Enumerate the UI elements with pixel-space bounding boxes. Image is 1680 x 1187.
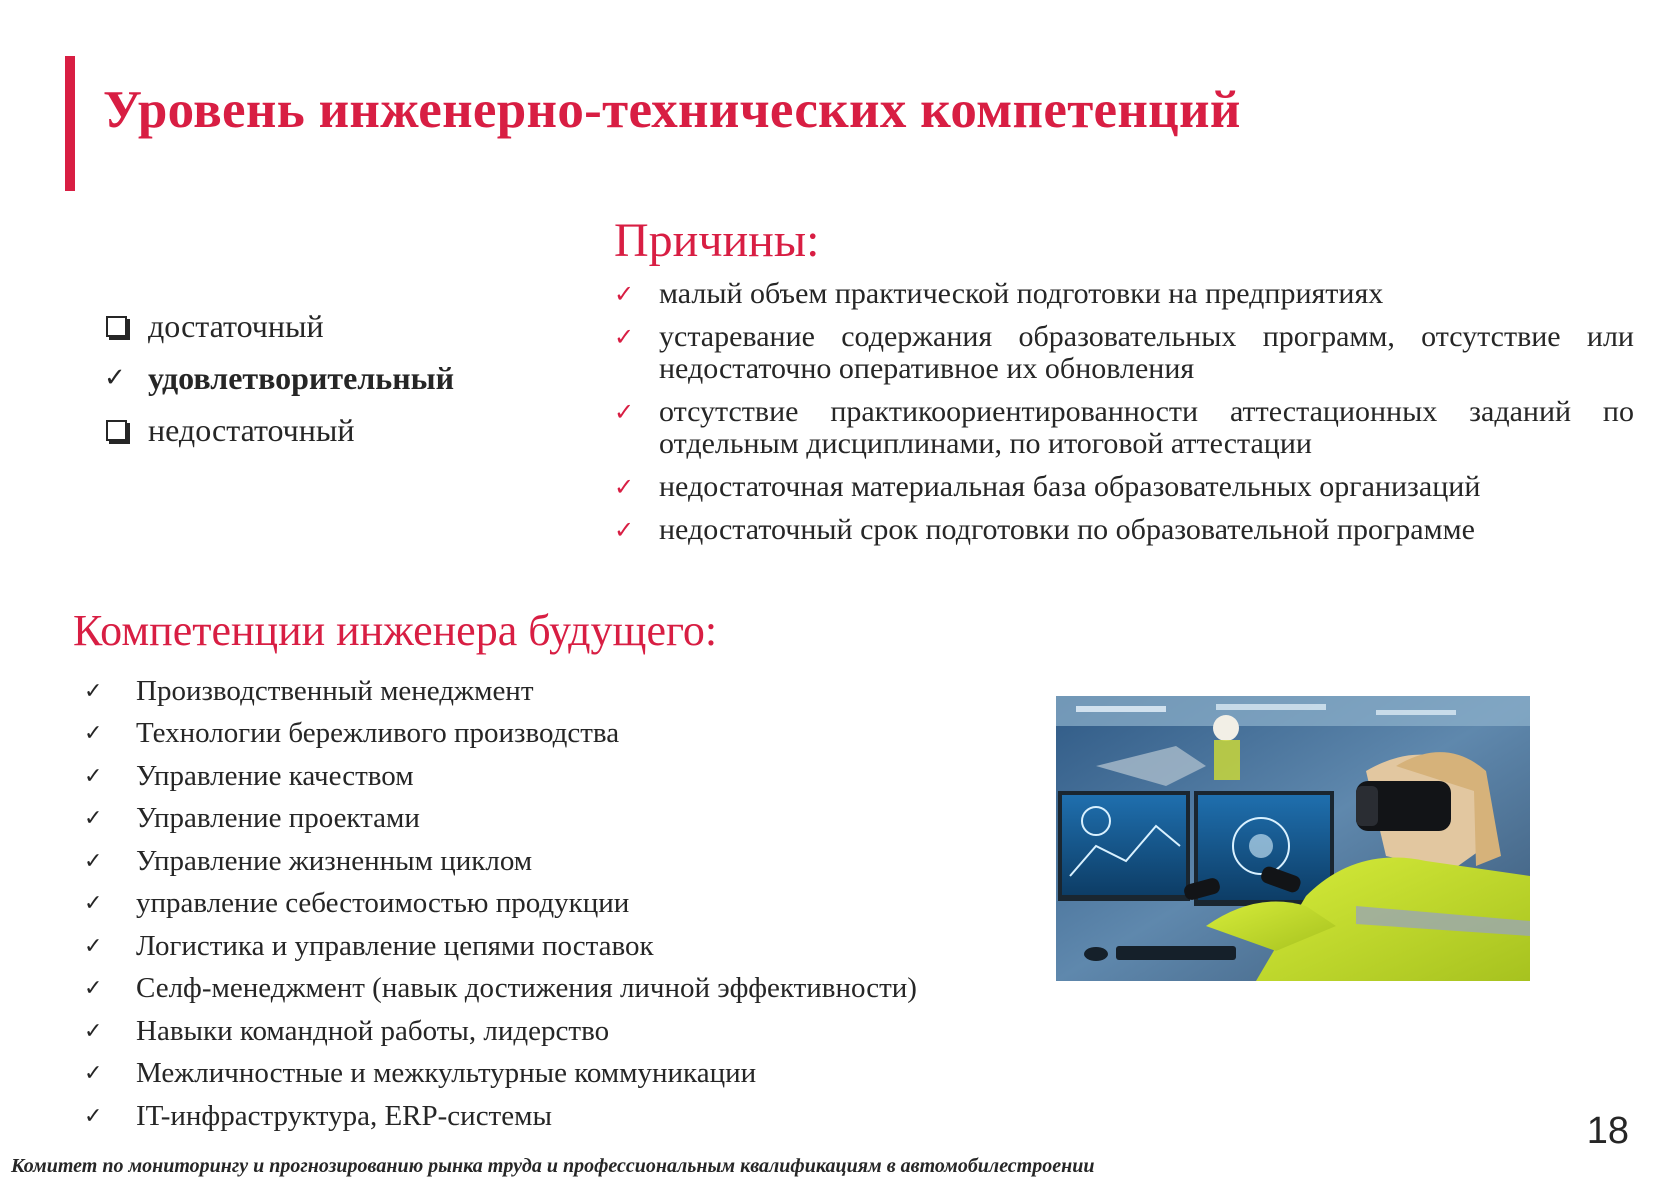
competency-text: Технологии бережливого производства bbox=[136, 717, 620, 750]
reason-item bbox=[614, 514, 1634, 546]
footer-committee: Комитет по мониторингу и прогнозированию рынка труда и профессиональным квалификациям в автомобилестроении bbox=[11, 1155, 1095, 1177]
reason-item bbox=[614, 278, 1634, 310]
competency-item bbox=[84, 670, 917, 713]
competency-text: управление себестоимостью продукции bbox=[136, 887, 630, 920]
competency-text: Управление жизненным циклом bbox=[136, 844, 533, 877]
reasons-list bbox=[614, 278, 1634, 557]
reason-text: устаревание содержания образовательных программ, отсутствие или недостаточно оперативное их обновления bbox=[659, 320, 1634, 385]
page-number: 18 bbox=[1586, 1110, 1629, 1152]
competency-item bbox=[84, 1053, 917, 1096]
check-icon: ✓ bbox=[84, 678, 103, 704]
check-icon: ✓ bbox=[84, 933, 103, 959]
competency-text: Межличностные и межкультурные коммуникации bbox=[136, 1057, 757, 1090]
competency-text: Навыки командной работы, лидерство bbox=[136, 1014, 610, 1047]
check-icon: ✓ bbox=[614, 473, 635, 501]
check-icon: ✓ bbox=[104, 363, 126, 393]
competency-item bbox=[84, 925, 917, 968]
title-accent-bar bbox=[65, 56, 75, 191]
level-option-label: недостаточный bbox=[148, 411, 355, 448]
check-icon: ✓ bbox=[614, 516, 635, 544]
level-option-label: удовлетворительный bbox=[148, 359, 455, 396]
reasons-heading: Причины: bbox=[614, 214, 820, 267]
level-option bbox=[104, 404, 454, 456]
check-icon: ✓ bbox=[84, 806, 103, 832]
slide-title: Уровень инженерно-технических компетенций bbox=[103, 81, 1241, 139]
reason-item bbox=[614, 396, 1634, 460]
competency-text: Управление качеством bbox=[136, 759, 414, 792]
competency-text: Производственный менеджмент bbox=[136, 674, 534, 707]
level-option-selected bbox=[104, 352, 454, 404]
check-icon: ✓ bbox=[84, 721, 103, 747]
level-option-label: достаточный bbox=[148, 307, 324, 344]
reason-item bbox=[614, 321, 1634, 385]
competency-item bbox=[84, 1095, 917, 1138]
check-icon: ✓ bbox=[614, 280, 635, 308]
competency-level-list bbox=[104, 300, 454, 456]
reason-text: малый объем практической подготовки на предприятиях bbox=[659, 277, 1384, 310]
reason-item bbox=[614, 471, 1634, 503]
competency-text: Логистика и управление цепями поставок bbox=[136, 929, 654, 962]
check-icon: ✓ bbox=[84, 1061, 103, 1087]
check-icon: ✓ bbox=[84, 976, 103, 1002]
level-option bbox=[104, 300, 454, 352]
check-icon: ✓ bbox=[84, 763, 103, 789]
checkbox-icon bbox=[104, 316, 148, 337]
reason-text: недостаточная материальная база образовательных организаций bbox=[659, 470, 1481, 503]
competency-item bbox=[84, 713, 917, 756]
check-icon: ✓ bbox=[84, 1018, 103, 1044]
competency-item bbox=[84, 1010, 917, 1053]
competency-text: Управление проектами bbox=[136, 802, 420, 835]
check-icon: ✓ bbox=[614, 323, 635, 351]
competencies-heading: Компетенции инженера будущего: bbox=[73, 606, 718, 655]
check-icon: ✓ bbox=[614, 398, 635, 426]
competency-item bbox=[84, 968, 917, 1011]
competencies-list bbox=[84, 670, 917, 1138]
competency-text: IT-инфраструктура, ERP-системы bbox=[136, 1099, 552, 1132]
check-icon: ✓ bbox=[84, 891, 103, 917]
reason-text: отсутствие практикоориентированности аттестационных заданий по отдельным дисциплинами, по итоговой аттестации bbox=[659, 395, 1634, 460]
competency-item bbox=[84, 755, 917, 798]
competency-item bbox=[84, 840, 917, 883]
checkbox-icon bbox=[104, 420, 148, 441]
reason-text: недостаточный срок подготовки по образовательной программе bbox=[659, 513, 1475, 546]
check-icon: ✓ bbox=[84, 848, 103, 874]
engineer-vr-photo bbox=[1056, 696, 1530, 981]
competency-item bbox=[84, 883, 917, 926]
check-icon: ✓ bbox=[84, 1103, 103, 1129]
competency-item bbox=[84, 798, 917, 841]
competency-text: Селф-менеджмент (навык достижения личной эффективности) bbox=[136, 972, 917, 1005]
